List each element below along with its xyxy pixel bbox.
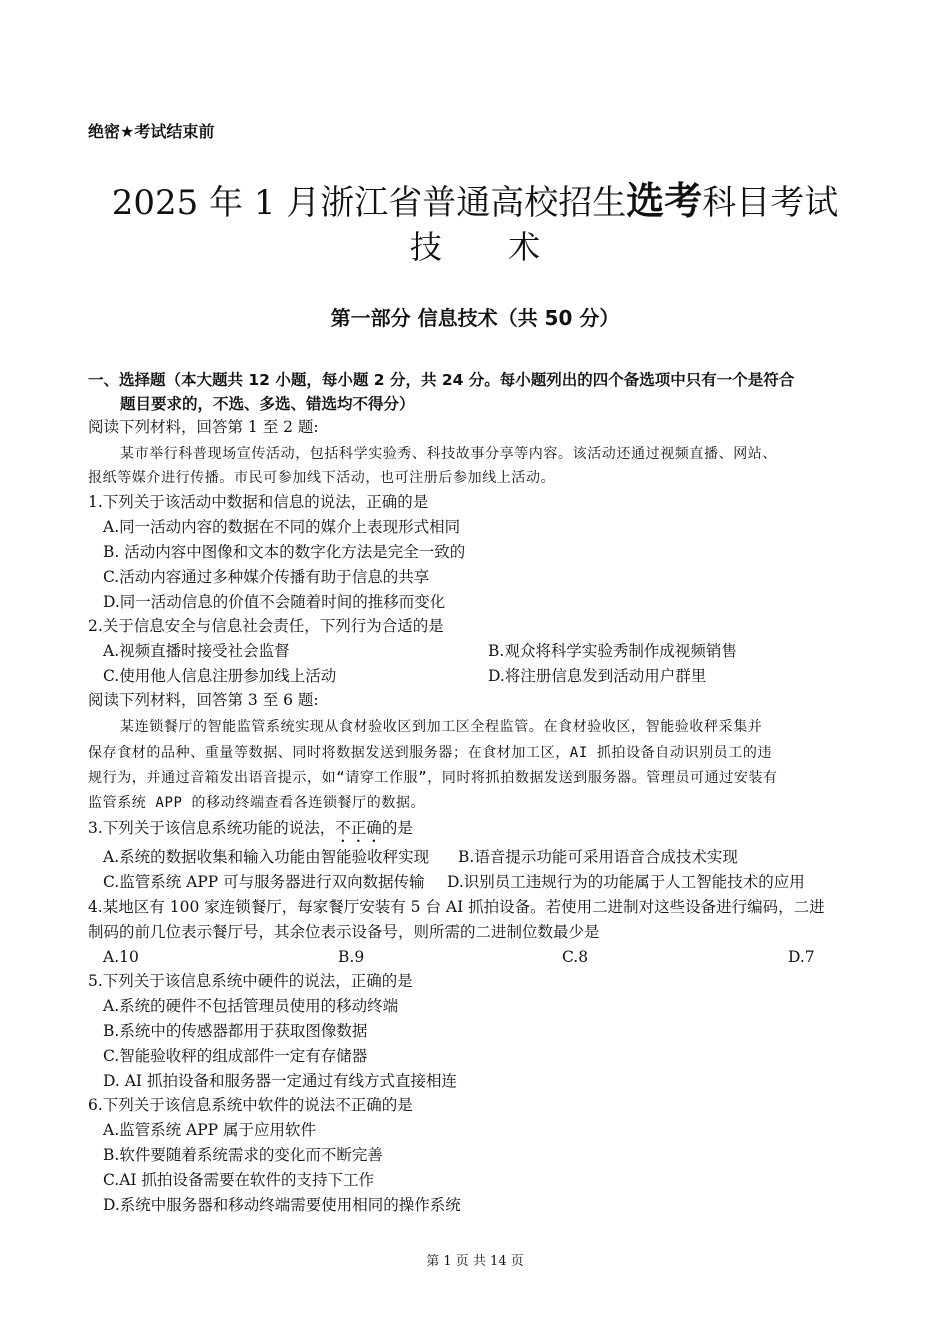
section-heading-line1: 一、选择题（本大题共 12 小题，每小题 2 分，共 24 分。每小题列出的四个备选项中只有一个是符合 — [88, 371, 795, 389]
q1-option-a: A.同一活动内容的数据在不同的媒介上表现形式相同 — [103, 518, 461, 536]
material1-line1: 某市举行科普现场宣传活动，包括科学实验秀、科技故事分享等内容。该活动还通过视频直播、网站、 — [120, 446, 777, 462]
material2-line3: 规行为，并通过音箱发出语音提示，如“请穿工作服”，同时将抓拍数据发送到服务器。管理员可通过安装有 — [88, 770, 778, 786]
q6-option-a: A.监管系统 APP 属于应用软件 — [103, 1121, 317, 1139]
q3-stem — [88, 816, 413, 846]
q1-option-c: C.活动内容通过多种媒介传播有助于信息的共享 — [103, 568, 430, 586]
q6-option-c: C.AI 抓拍设备需要在软件的支持下工作 — [103, 1171, 374, 1189]
q4-stem-line2: 制码的前几位表示餐厅号，其余位表示设备号，则所需的二进制位数最少是 — [88, 923, 600, 941]
q4-option-b: B.9 — [338, 948, 365, 966]
q5-option-b: B.系统中的传感器都用于获取图像数据 — [103, 1022, 368, 1040]
material1-intro: 阅读下列材料，回答第 1 至 2 题: — [88, 418, 319, 436]
confidential-label: 绝密★考试结束前 — [88, 122, 215, 141]
q4-stem-line1: 4.某地区有 100 家连锁餐厅，每家餐厅安装有 5 台 AI 抓拍设备。若使用二进制对这些设备进行编码，二进 — [88, 898, 825, 916]
q1-option-d: D.同一活动信息的价值不会随着时间的推移而变化 — [103, 593, 446, 611]
material2-line2: 保存食材的品种、重量等数据、同时将数据发送到服务器；在食材加工区，AI 抓拍设备自动识别员工的违 — [88, 745, 773, 761]
material2-intro: 阅读下列材料，回答第 3 至 6 题: — [88, 691, 319, 709]
page-number: 第 1 页 共 14 页 — [426, 1254, 524, 1269]
q1-option-b: B. 活动内容中图像和文本的数字化方法是完全一致的 — [103, 543, 466, 561]
q3-option-d: D.识别员工违规行为的功能属于人工智能技术的应用 — [447, 873, 805, 891]
section-heading-line2: 题目要求的，不选、多选、错选均不得分） — [120, 395, 415, 413]
q5-stem: 5.下列关于该信息系统中硬件的说法，正确的是 — [88, 972, 413, 990]
q5-option-d: D. AI 抓拍设备和服务器一定通过有线方式直接相连 — [103, 1072, 457, 1090]
q6-stem: 6.下列关于该信息系统中软件的说法不正确的是 — [88, 1096, 413, 1114]
q4-option-a: A.10 — [103, 948, 139, 966]
q3-option-b: B.语音提示功能可采用语音合成技术实现 — [458, 848, 738, 866]
subject-title: 技 术 — [409, 228, 569, 266]
q3-stem-post: 的是 — [381, 819, 413, 837]
q6-option-d: D.系统中服务器和移动终端需要使用相同的操作系统 — [103, 1196, 461, 1214]
q3-stem-pre: 3.下列关于该信息系统功能的说法， — [88, 819, 336, 837]
q3-option-a: A.系统的数据收集和输入功能由智能验收秤实现 — [103, 848, 430, 866]
q3-stem-emphasis: 不正确 — [335, 819, 382, 837]
q3-option-c: C.监管系统 APP 可与服务器进行双向数据传输 — [103, 873, 425, 891]
q5-option-a: A.系统的硬件不包括管理员使用的移动终端 — [103, 997, 399, 1015]
exam-title-prefix: 2025 年 1 月浙江省普通高校招生 — [111, 183, 627, 223]
q2-option-d: D.将注册信息发到活动用户群里 — [488, 667, 707, 685]
q5-option-c: C.智能验收秤的组成部件一定有存储器 — [103, 1047, 368, 1065]
q6-option-b: B.软件要随着系统需求的变化而不断完善 — [103, 1146, 383, 1164]
material1-line2: 报纸等媒介进行传播。市民可参加线下活动，也可注册后参加线上活动。 — [88, 470, 556, 486]
q2-option-b: B.观众将科学实验秀制作成视频销售 — [488, 642, 737, 660]
exam-title-suffix: 科目考试 — [702, 183, 839, 223]
q1-stem: 1.下列关于该活动中数据和信息的说法，正确的是 — [88, 493, 429, 511]
part-title: 第一部分 信息技术（共 50 分） — [330, 306, 620, 330]
exam-title-emphasis: 选考 — [626, 179, 703, 223]
q2-stem: 2.关于信息安全与信息社会责任，下列行为合适的是 — [88, 617, 444, 635]
material2-line1: 某连锁餐厅的智能监管系统实现从食材验收区到加工区全程监管。在食材验收区，智能验收秤采集并 — [120, 719, 763, 735]
exam-title — [0, 170, 950, 225]
q2-option-c: C.使用他人信息注册参加线上活动 — [103, 667, 337, 685]
q4-option-d: D.7 — [788, 948, 815, 966]
q2-option-a: A.视频直播时接受社会监督 — [103, 642, 290, 660]
material2-line4: 监管系统 APP 的移动终端查看各连锁餐厅的数据。 — [88, 795, 426, 811]
q4-option-c: C.8 — [562, 948, 589, 966]
